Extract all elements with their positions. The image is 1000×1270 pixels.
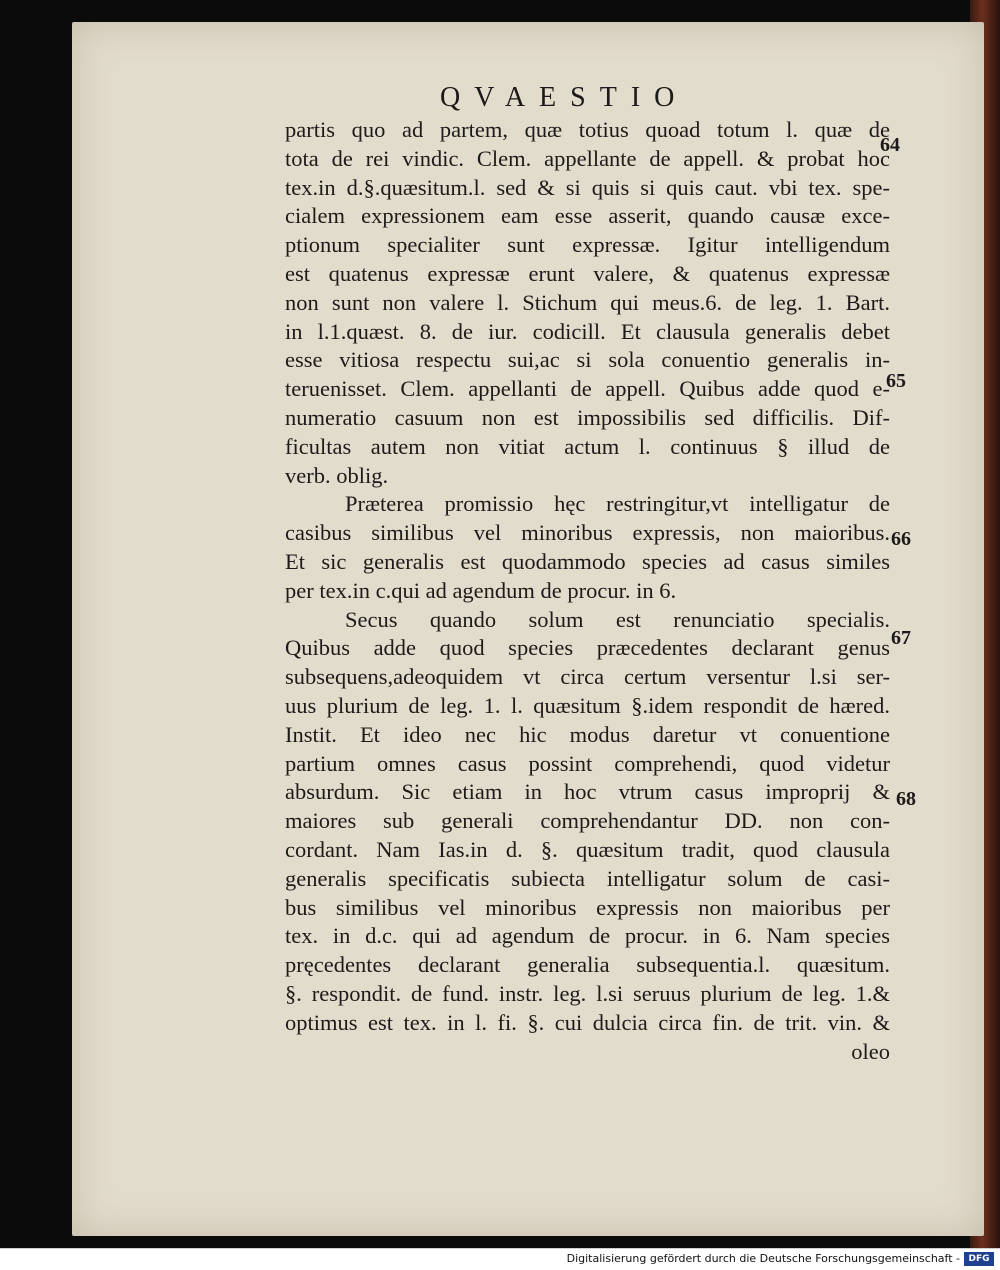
text-line: verb. oblig. [285, 462, 389, 488]
text-line: tex.in d.§.quæsitum.l. sed & si quis si quis caut. vbi tex. spe- [285, 174, 890, 200]
text-line: Secus quando solum est renunciatio specialis. [345, 606, 890, 632]
text-line: pręcedentes declarant generalia subsequentia.l. quæsitum. [285, 952, 890, 978]
text-line: est quatenus expressæ erunt valere, & quatenus expressæ [285, 260, 890, 286]
dfg-logo: DFG [964, 1252, 994, 1266]
text-line: non sunt non valere l. Stichum qui meus.6. de leg. 1. Bart. [285, 289, 890, 315]
body-text [285, 116, 890, 1066]
text-line: Instit. Et ideo nec hic modus daretur vt conuentione [285, 721, 890, 747]
text-line: in l.1.quæst. 8. de iur. codicill. Et clausula generalis debet [285, 318, 890, 344]
text-line: cordant. Nam Ias.in d. §. quæsitum tradit, quod clausula [285, 836, 890, 862]
margin-number: 64 [880, 134, 900, 156]
text-line: Præterea promissio hęc restringitur,vt intelligatur de [345, 491, 890, 517]
text-line: tota de rei vindic. Clem. appellante de appell. & probat hoc [285, 145, 890, 171]
funding-notice: Digitalisierung gefördert durch die Deutsche Forschungsgemeinschaft - [566, 1252, 960, 1265]
text-line: partis quo ad partem, quæ totius quoad totum l. quæ de [285, 117, 890, 142]
margin-number: 66 [891, 528, 911, 550]
text-line: numeratio casuum non est impossibilis sed difficilis. Dif- [285, 404, 890, 430]
text-line: maiores sub generali comprehendantur DD. non con- [285, 808, 890, 834]
text-line: per tex.in c.qui ad agendum de procur. in 6. [285, 577, 677, 603]
running-head: QVAESTIO [440, 82, 689, 113]
text-line: teruenisset. Clem. appellanti de appell. Quibus adde quod e- [285, 376, 890, 402]
text-line: partium omnes casus possint comprehendi, quod videtur [285, 750, 890, 776]
text-line: generalis specificatis subiecta intelligatur solum de casi- [285, 865, 890, 891]
text-line: bus similibus vel minoribus expressis non maioribus per [285, 894, 890, 920]
margin-number: 65 [886, 370, 906, 392]
text-line: subsequens,adeoquidem vt circa certum versentur l.si ser- [285, 664, 890, 690]
text-line: uus plurium de leg. 1. l. quæsitum §.idem respondit de hæred. [285, 692, 890, 718]
margin-number: 68 [896, 788, 916, 810]
text-line: ptionum specialiter sunt expressæ. Igitur intelligendum [285, 232, 890, 258]
text-line: casibus similibus vel minoribus expressis, non maioribus. [285, 520, 890, 546]
footer-bar [0, 1248, 1000, 1270]
text-line: tex. in d.c. qui ad agendum de procur. in 6. Nam species [285, 923, 890, 949]
margin-number: 67 [891, 627, 911, 649]
text-line: ficultas autem non vitiat actum l. continuus § illud de [285, 433, 890, 459]
text-line: cialem expressionem eam esse asserit, quando causæ exce- [285, 203, 890, 229]
text-line: Et sic generalis est quodammodo species ad casus similes [285, 548, 890, 574]
text-line: absurdum. Sic etiam in hoc vtrum casus improprij & [285, 779, 890, 805]
text-line: §. respondit. de fund. instr. leg. l.si seruus plurium de leg. 1.& [285, 980, 890, 1006]
text-line: esse vitiosa respectu sui,ac si sola conuentio generalis in- [285, 347, 890, 373]
text-line: optimus est tex. in l. fi. §. cui dulcia circa fin. de trit. vin. & [285, 1009, 890, 1035]
catchword: oleo [851, 1038, 890, 1064]
text-line: Quibus adde quod species præcedentes declarant genus [285, 635, 890, 661]
